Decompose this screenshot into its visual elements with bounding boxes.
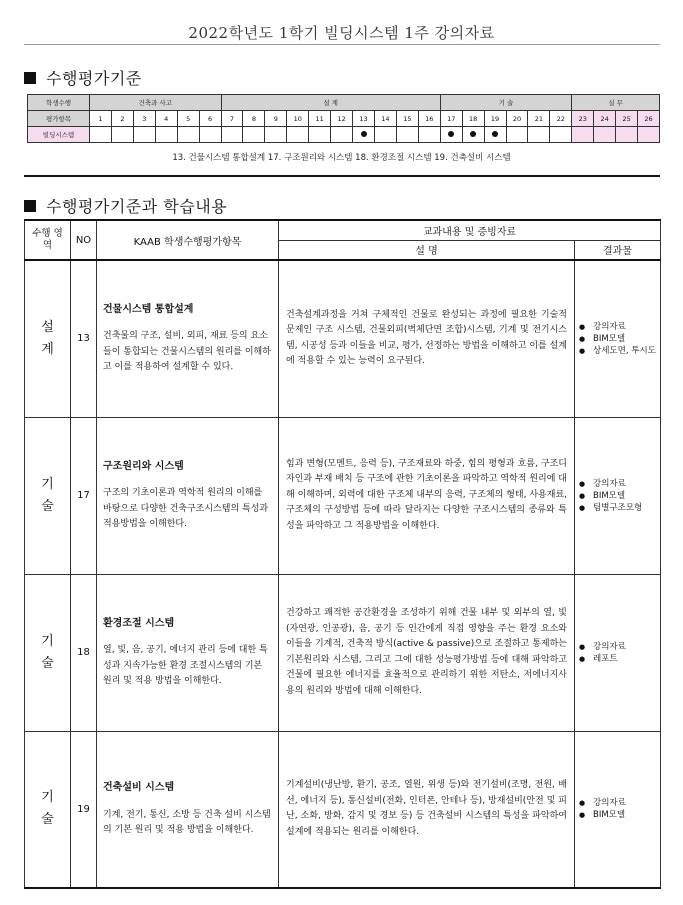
criteria-number-cell: 23	[572, 111, 594, 127]
assessment-item-cell	[97, 574, 279, 731]
criteria-mark-cell	[221, 127, 243, 143]
result-item: ● 강의자료	[579, 478, 656, 490]
criteria-number-cell: 12	[331, 111, 353, 127]
criteria-mark-cell	[287, 127, 309, 143]
section-heading-learning: 수행평가기준과 학습내용	[24, 194, 227, 217]
description-cell: 기계설비(냉난방, 환기, 공조, 열원, 위생 등)와 전기설비(조명, 전원, 배선, 에너지 등), 통신설비(전화, 인터폰, 안테나 등), 방재설비(안전 및 피난, 소화, 방화, 감지 및 경보 등) 등 건축설비 시스템의 특성을 파악하여 설계에 적용되는 원리를 이해한다.	[279, 731, 575, 888]
criteria-mark-cell	[133, 127, 155, 143]
criteria-mark-cell	[616, 127, 638, 143]
assessment-item-cell	[97, 260, 279, 417]
criteria-mark-cell	[199, 127, 221, 143]
criteria-note: 13. 건물시스템 통합설계 17. 구조원리와 시스템 18. 환경조절 시스템 19. 건축설비 시스템	[172, 153, 511, 163]
number-cell: 13	[71, 260, 97, 417]
criteria-number-cell: 14	[374, 111, 396, 127]
criteria-mark-cell	[418, 127, 440, 143]
item-text: 기계, 전기, 통신, 소방 등 건축 설비 시스템의 기본 원리 및 적용 방법을 이해한다.	[103, 809, 271, 835]
description-cell: 힘과 변형(모멘트, 응력 등), 구조재료와 하중, 힘의 평형과 흐름, 구조디자인과 부재 배치 등 구조에 관한 기초이론을 파악하고 역학적 원리에 대해 이해하며, 외력에 대한 구조체 내부의 응력, 구조체의 형태, 사용재료, 구조체의 구성방법 등에 따라 달라지는 다양한 구조시스템의 종류와 특성을 파악하고 그 적용방법을 이해한다.	[279, 417, 575, 574]
criteria-mark-cell	[309, 127, 331, 143]
header-group: 교과내용 및 증빙자료	[279, 220, 661, 240]
criteria-number-cell: 3	[133, 111, 155, 127]
area-cell: 기 술	[25, 417, 71, 574]
item-title: 환경조절 시스템	[103, 617, 175, 629]
criteria-mark-cell	[90, 127, 112, 143]
criteria-number-cell: 8	[243, 111, 265, 127]
criteria-number-cell: 9	[265, 111, 287, 127]
criteria-group-cell: 실 무	[572, 95, 660, 111]
area-cell: 설 계	[25, 260, 71, 417]
result-cell	[575, 260, 661, 417]
criteria-mark-cell	[331, 127, 353, 143]
criteria-mark-cell	[396, 127, 418, 143]
criteria-mark-cell	[572, 127, 594, 143]
result-item: ● BIM모델	[579, 809, 656, 821]
result-cell	[575, 417, 661, 574]
criteria-group-cell: 건축과 사고	[90, 95, 222, 111]
learning-content-table	[24, 219, 661, 889]
criteria-mark-cell	[265, 127, 287, 143]
criteria-mark-cell	[243, 127, 265, 143]
filled-circle-icon	[492, 131, 498, 137]
table-row	[25, 731, 661, 888]
criteria-number-cell: 26	[638, 111, 660, 127]
header-item: KAAB 학생수행평가항목	[97, 220, 279, 260]
criteria-number-cell: 18	[462, 111, 484, 127]
header-result: 결과물	[575, 240, 661, 260]
table-row	[25, 260, 661, 417]
criteria-number-cell: 17	[440, 111, 462, 127]
item-title: 건축설비 시스템	[103, 782, 175, 793]
criteria-row-label: 학생수행	[28, 95, 90, 111]
criteria-mark-cell	[155, 127, 177, 143]
criteria-number-cell: 13	[353, 111, 375, 127]
table-row	[25, 417, 661, 574]
criteria-mark-cell	[506, 127, 528, 143]
criteria-mark-cell	[440, 127, 462, 143]
criteria-row-label: 빌딩시스템	[28, 127, 90, 143]
criteria-grid	[27, 94, 660, 143]
criteria-number-cell: 20	[506, 111, 528, 127]
header-no: NO	[71, 220, 97, 260]
table-row	[25, 574, 661, 731]
header-area: 수행 영역	[25, 220, 71, 260]
number-cell: 18	[71, 574, 97, 731]
result-item: ● 강의자료	[579, 641, 656, 653]
item-title: 건물시스템 통합설계	[103, 303, 194, 315]
result-cell	[575, 731, 661, 888]
result-item: ● 강의자료	[579, 321, 656, 333]
filled-circle-icon	[448, 131, 454, 137]
criteria-group-cell: 기 술	[440, 95, 572, 111]
criteria-mark-cell	[638, 127, 660, 143]
criteria-mark-cell	[374, 127, 396, 143]
result-item: ● 팀별구조모형	[579, 502, 656, 514]
area-cell: 기 술	[25, 574, 71, 731]
assessment-item-cell	[97, 731, 279, 888]
item-title: 구조원리와 시스템	[103, 460, 184, 472]
criteria-number-cell: 21	[528, 111, 550, 127]
criteria-number-cell: 22	[550, 111, 572, 127]
item-text: 건축물의 구조, 설비, 외피, 재료 등의 요소들이 통합되는 건물시스템의 원리를 이해하고 이를 적용하여 설계할 수 있다.	[103, 331, 271, 373]
filled-circle-icon	[470, 131, 476, 137]
criteria-group-cell: 설 계	[221, 95, 440, 111]
criteria-mark-cell	[484, 127, 506, 143]
criteria-number-cell: 4	[155, 111, 177, 127]
criteria-mark-cell	[177, 127, 199, 143]
item-text: 구조의 기초이론과 역학적 원리의 이해를 바탕으로 다양한 건축구조시스템의 특성과 적용방법을 이해한다.	[103, 488, 269, 529]
criteria-number-cell: 10	[287, 111, 309, 127]
header-description: 설 명	[279, 240, 575, 260]
result-item: ● 강의자료	[579, 797, 656, 809]
result-item: ● 레포트	[579, 653, 656, 665]
assessment-item-cell	[97, 417, 279, 574]
square-bullet-icon	[24, 72, 36, 84]
criteria-number-cell: 5	[177, 111, 199, 127]
criteria-mark-cell	[528, 127, 550, 143]
document-title: 2022학년도 1학기 빌딩시스템 1주 강의자료	[188, 24, 495, 42]
area-cell: 기 술	[25, 731, 71, 888]
item-text: 열, 빛, 음, 공기, 에너지 관리 등에 대한 특성과 지속가능한 환경 조절시스템의 기본 원리 및 적용 방법을 이해한다.	[103, 645, 268, 686]
criteria-mark-cell	[550, 127, 572, 143]
criteria-number-cell: 24	[594, 111, 616, 127]
number-cell: 19	[71, 731, 97, 888]
criteria-number-cell: 15	[396, 111, 418, 127]
title-divider	[24, 44, 660, 45]
criteria-number-cell: 2	[111, 111, 133, 127]
criteria-number-cell: 11	[309, 111, 331, 127]
criteria-number-cell: 16	[418, 111, 440, 127]
criteria-number-cell: 25	[616, 111, 638, 127]
result-item: ● BIM모델	[579, 333, 656, 345]
criteria-number-cell: 1	[90, 111, 112, 127]
criteria-mark-cell	[353, 127, 375, 143]
criteria-mark-cell	[111, 127, 133, 143]
result-item: ● 상세도면, 투시도	[579, 345, 656, 357]
result-cell	[575, 574, 661, 731]
criteria-row-label: 평가항목	[28, 111, 90, 127]
criteria-number-cell: 7	[221, 111, 243, 127]
result-item: ● BIM모델	[579, 490, 656, 502]
section-divider	[24, 175, 660, 177]
description-cell: 건강하고 쾌적한 공간환경을 조성하기 위해 건물 내부 및 외부의 열, 빛(자연광, 인공광), 음, 공기 등 인간에게 직접 영향을 주는 환경 요소와 이들을 기계적, 건축적 방식(active & passive)으로 조절하고 통제하는 기본원리와 시스템, 그리고 그에 대한 성능평가방법 등에 대해 파악하고 건물에 필요한 에너지를 효율적으로 관리하기 위한 저탄소, 저에너지사용의 원리와 방법에 대해 이해한다.	[279, 574, 575, 731]
criteria-number-cell: 6	[199, 111, 221, 127]
section-heading-criteria: 수행평가기준	[24, 66, 142, 89]
criteria-mark-cell	[462, 127, 484, 143]
square-bullet-icon	[24, 200, 36, 212]
number-cell: 17	[71, 417, 97, 574]
criteria-number-cell: 19	[484, 111, 506, 127]
criteria-mark-cell	[594, 127, 616, 143]
filled-circle-icon	[361, 131, 367, 137]
description-cell: 건축설계과정을 거쳐 구체적인 건물로 완성되는 과정에 필요한 기술적 문제인 구조 시스템, 건물외피(벽체단면 조합)시스템, 기계 및 전기시스템, 시공성 등과 이들을 비교, 평가, 선정하는 방법을 이해하고 이를 설계에 적용할 수 있는 능력이 요구된다.	[279, 260, 575, 417]
